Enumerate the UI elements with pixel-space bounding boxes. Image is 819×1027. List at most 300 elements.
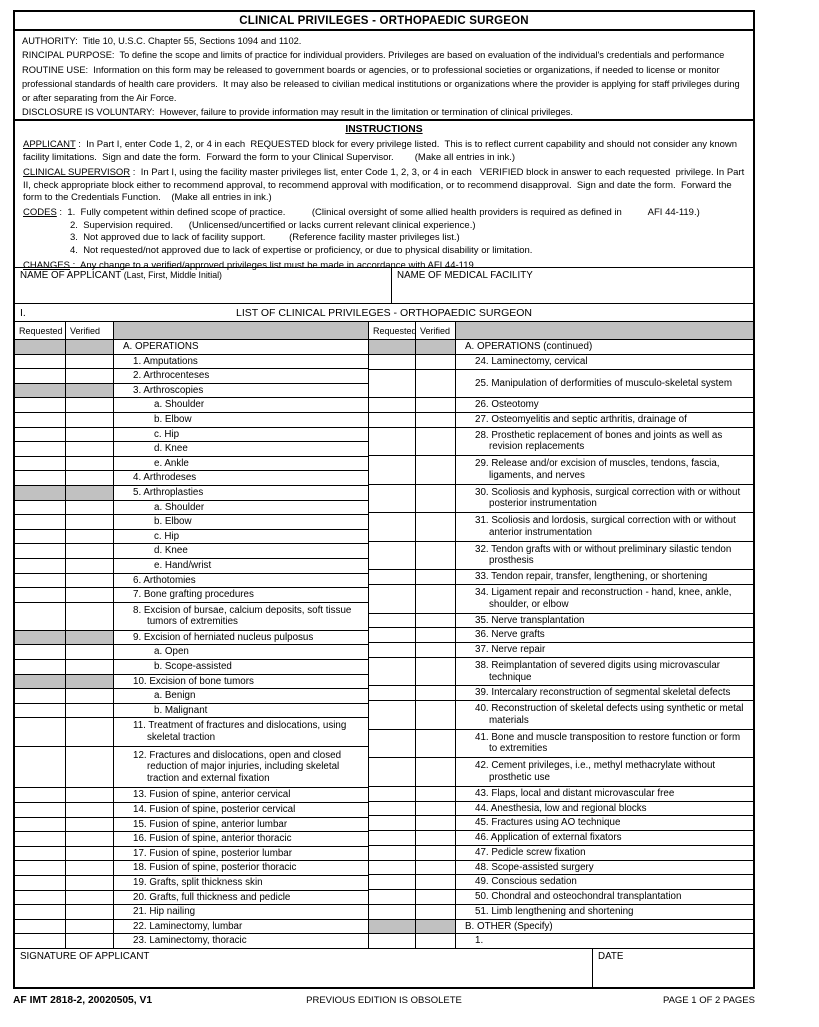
- privilege-label: 40. Reconstruction of skeletal defects using synthetic or metal materials: [475, 703, 744, 726]
- requested-block[interactable]: [15, 428, 66, 442]
- privilege-row: [369, 614, 753, 629]
- privilege-row: [369, 875, 753, 890]
- verified-block[interactable]: [66, 861, 114, 875]
- privilege-row: [369, 428, 753, 457]
- privilege-label: b. Elbow: [154, 516, 192, 528]
- privilege-label: 2. Arthrocenteses: [133, 370, 210, 382]
- requested-block: [15, 340, 66, 354]
- privilege-row: [15, 588, 368, 603]
- requested-block[interactable]: [369, 628, 416, 642]
- privilege-label: 8. Excision of bursae, calcium deposits, soft tissue tumors of extremities: [133, 604, 352, 628]
- header-spacer: [456, 322, 753, 339]
- privilege-row: [15, 457, 368, 472]
- privilege-label: 35. Nerve transplantation: [475, 614, 585, 626]
- privilege-row: [15, 718, 368, 746]
- requested-block[interactable]: [15, 832, 66, 846]
- requested-block[interactable]: [369, 643, 416, 657]
- verified-block[interactable]: [66, 428, 114, 442]
- privilege-row: [15, 803, 368, 818]
- privilege-label: 36. Nerve grafts: [475, 629, 545, 641]
- verified-block[interactable]: [416, 456, 456, 484]
- privilege-row: [369, 730, 753, 759]
- requested-block[interactable]: [15, 530, 66, 544]
- privilege-row: [369, 846, 753, 861]
- part-title: LIST OF CLINICAL PRIVILEGES - ORTHOPAEDIC SURGEON: [235, 306, 532, 319]
- column-headers-right: [369, 322, 753, 339]
- privilege-row: [15, 832, 368, 847]
- privilege-row: [369, 802, 753, 817]
- privilege-label: 11. Treatment of fractures and dislocations, using skeletal traction: [133, 720, 347, 744]
- privilege-row: [369, 485, 753, 514]
- privilege-row: [369, 585, 753, 614]
- requested-block[interactable]: [15, 818, 66, 832]
- privilege-label: 4. Arthrodeses: [133, 472, 197, 484]
- privilege-label: 3. Arthroscopies: [133, 384, 204, 396]
- principal-purpose-statement: RINCIPAL PURPOSE: To define the scope and limits of practice for individual providers. Privileges are based on evaluation of the individual's credentials and performance: [22, 50, 725, 61]
- requested-block: [15, 631, 66, 645]
- privilege-row: [15, 675, 368, 690]
- applicant-instructions: [23, 139, 745, 164]
- privilege-label: 47. Pedicle screw fixation: [475, 846, 586, 858]
- verified-header: Verified: [416, 322, 456, 339]
- verified-block[interactable]: [66, 574, 114, 588]
- requested-block[interactable]: [15, 369, 66, 383]
- page-number: PAGE 1 OF 2 PAGES: [662, 995, 755, 1006]
- verified-block[interactable]: [66, 645, 114, 659]
- privilege-row: [15, 501, 368, 516]
- verified-block[interactable]: [66, 530, 114, 544]
- verified-block[interactable]: [66, 369, 114, 383]
- column-headers: [15, 322, 753, 340]
- privilege-row: [15, 398, 368, 413]
- privilege-row: [15, 442, 368, 457]
- instructions-section: [15, 121, 753, 272]
- privilege-label: 31. Scoliosis and lordosis, surgical correction with or without anterior instrumentation: [475, 515, 736, 538]
- code-4-text: 4. Not requested/not approved due to lack of expertise or proficiency, or due to physical disability or limitation.: [70, 244, 533, 256]
- requested-block[interactable]: [15, 603, 66, 630]
- requested-block[interactable]: [369, 585, 416, 613]
- codes-instructions: [23, 207, 745, 257]
- requested-block[interactable]: [369, 890, 416, 904]
- verified-block[interactable]: [416, 643, 456, 657]
- verified-block[interactable]: [416, 485, 456, 513]
- verified-block: [66, 631, 114, 645]
- privilege-label: e. Ankle: [154, 457, 189, 469]
- verified-block[interactable]: [66, 704, 114, 718]
- privilege-row: [15, 544, 368, 559]
- requested-block[interactable]: [369, 413, 416, 427]
- privilege-label: c. Hip: [154, 530, 180, 542]
- privilege-label: 39. Intercalary reconstruction of segmental skeletal defects: [475, 687, 731, 699]
- verified-block[interactable]: [416, 846, 456, 860]
- privilege-row: [369, 628, 753, 643]
- privilege-label: c. Hip: [154, 428, 180, 440]
- privilege-row: [369, 934, 753, 948]
- privileges-column-right: [369, 340, 753, 948]
- verified-block[interactable]: [66, 818, 114, 832]
- privilege-label: 30. Scoliosis and kyphosis, surgical correction with or without posterior instrumentation: [475, 486, 741, 510]
- privilege-row: [369, 456, 753, 485]
- privilege-row: [369, 787, 753, 802]
- privilege-row: [15, 689, 368, 704]
- privilege-row: [369, 701, 753, 730]
- verified-block[interactable]: [66, 920, 114, 934]
- verified-block[interactable]: [66, 355, 114, 369]
- requested-block[interactable]: [15, 905, 66, 919]
- verified-block[interactable]: [66, 515, 114, 529]
- privilege-label: 10. Excision of bone tumors: [133, 675, 254, 687]
- requested-block[interactable]: [369, 758, 416, 786]
- requested-block[interactable]: [369, 787, 416, 801]
- verified-block[interactable]: [66, 689, 114, 703]
- verified-block[interactable]: [416, 686, 456, 700]
- applicant-instructions-text: : In Part I, enter Code 1, 2, or 4 in each REQUESTED block for every privilege listed. This is to reflect current capability and should not consider any known facility limitations. Sign and date the form. Forward the form to your Clinical Supervisor. (Make all entries in ink.): [23, 139, 740, 163]
- requested-block[interactable]: [15, 457, 66, 471]
- requested-block[interactable]: [15, 398, 66, 412]
- privilege-label: B. OTHER (Specify): [465, 920, 553, 932]
- requested-block[interactable]: [15, 515, 66, 529]
- privilege-row: [15, 631, 368, 646]
- requested-block: [15, 486, 66, 500]
- part-i-header: [15, 304, 753, 322]
- verified-block[interactable]: [416, 628, 456, 642]
- requested-block[interactable]: [369, 802, 416, 816]
- requested-block[interactable]: [15, 861, 66, 875]
- privilege-row: [15, 861, 368, 876]
- privilege-row: [15, 920, 368, 935]
- verified-block[interactable]: [416, 890, 456, 904]
- requested-block[interactable]: [15, 747, 66, 788]
- privilege-label: 5. Arthroplasties: [133, 486, 204, 498]
- privilege-row: [15, 704, 368, 719]
- changes-label: CHANGES: [23, 260, 70, 272]
- privileges-column-left: [15, 340, 369, 948]
- requested-block[interactable]: [15, 544, 66, 558]
- requested-block[interactable]: [15, 645, 66, 659]
- privilege-row: [15, 369, 368, 384]
- privilege-row: [15, 747, 368, 789]
- medical-facility-label: NAME OF MEDICAL FACILITY: [397, 270, 533, 281]
- code-2-text: 2. Supervision required. (Unlicensed/uncertified or lacks current relevant clinical experience.): [70, 219, 476, 231]
- requested-block: [15, 384, 66, 398]
- privilege-row: [369, 890, 753, 905]
- privilege-row: [15, 603, 368, 631]
- verified-block[interactable]: [416, 816, 456, 830]
- verified-block[interactable]: [416, 413, 456, 427]
- verified-block: [66, 675, 114, 689]
- applicant-name-label: NAME OF APPLICANT: [20, 270, 122, 281]
- privilege-row: [369, 905, 753, 920]
- code-1-text: : 1. Fully competent within defined scope of practice. (Clinical oversight of some allied health providers is required as defined in AFI 44-119.): [56, 207, 700, 219]
- codes-label: CODES: [23, 207, 57, 219]
- privilege-label: 41. Bone and muscle transposition to restore function or form to extremities: [475, 731, 741, 755]
- verified-block[interactable]: [416, 658, 456, 686]
- privilege-label: 17. Fusion of spine, posterior lumbar: [133, 847, 293, 859]
- verified-block[interactable]: [66, 891, 114, 905]
- verified-block[interactable]: [416, 831, 456, 845]
- verified-block: [416, 340, 456, 354]
- header-spacer: [114, 322, 368, 339]
- verified-block[interactable]: [66, 718, 114, 745]
- privilege-row: [15, 515, 368, 530]
- privilege-label: 9. Excision of herniated nucleus pulposus: [133, 631, 314, 643]
- privilege-label: 6. Arthotomies: [133, 574, 196, 586]
- requested-header: Requested: [15, 322, 66, 339]
- privilege-label: 21. Hip nailing: [133, 906, 196, 918]
- privilege-row: [369, 861, 753, 876]
- routine-use-statement: ROUTINE USE: Information on this form may be released to government boards or agencies, or to professional societies or organizations, if needed to license or monitor professional standards of health care providers. It may also be released to civilian medical institutions or organizations where the provider is applying for staff privileges during or after separating from the Air Force.: [22, 64, 743, 104]
- verified-block[interactable]: [66, 442, 114, 456]
- verified-block[interactable]: [416, 730, 456, 758]
- privilege-label: 43. Flaps, local and distant microvascular free: [475, 787, 675, 799]
- requested-block[interactable]: [369, 861, 416, 875]
- requested-block[interactable]: [15, 934, 66, 948]
- privilege-label: 23. Laminectomy, thoracic: [133, 935, 247, 947]
- privilege-row: [369, 758, 753, 787]
- disclosure-statement: DISCLOSURE IS VOLUNTARY: However, failure to provide information may result in the limitation or termination of clinical privileges.: [22, 107, 573, 118]
- verified-block[interactable]: [66, 413, 114, 427]
- requested-block[interactable]: [369, 658, 416, 686]
- privilege-row: [369, 340, 753, 355]
- verified-block[interactable]: [66, 457, 114, 471]
- form-footer: [13, 995, 755, 1006]
- requested-block: [369, 340, 416, 354]
- privilege-row: [15, 788, 368, 803]
- verified-block[interactable]: [66, 544, 114, 558]
- requested-block[interactable]: [15, 788, 66, 802]
- privilege-label: 51. Limb lengthening and shortening: [475, 905, 634, 917]
- requested-block[interactable]: [369, 875, 416, 889]
- verified-block[interactable]: [66, 934, 114, 948]
- privilege-row: [15, 340, 368, 355]
- privilege-label: 42. Cement privileges, i.e., methyl methacrylate without prosthetic use: [475, 760, 716, 783]
- privilege-label: 37. Nerve repair: [475, 644, 546, 656]
- name-row: [15, 268, 753, 304]
- verified-block[interactable]: [416, 875, 456, 889]
- privilege-row: [369, 570, 753, 585]
- privilege-label: a. Shoulder: [154, 399, 205, 411]
- requested-block[interactable]: [369, 905, 416, 919]
- verified-block[interactable]: [66, 559, 114, 573]
- edition-note: PREVIOUS EDITION IS OBSOLETE: [306, 995, 462, 1006]
- form-number: AF IMT 2818-2, 20020505, V1: [13, 995, 153, 1006]
- privilege-row: [369, 658, 753, 687]
- requested-block[interactable]: [15, 891, 66, 905]
- requested-block[interactable]: [369, 730, 416, 758]
- verified-block[interactable]: [416, 787, 456, 801]
- verified-block[interactable]: [416, 701, 456, 729]
- privilege-label: 48. Scope-assisted surgery: [475, 861, 594, 873]
- privilege-label: 15. Fusion of spine, anterior lumbar: [133, 818, 288, 830]
- privilege-row: [369, 355, 753, 370]
- part-number: I.: [20, 306, 26, 319]
- privilege-label: b. Elbow: [154, 413, 192, 425]
- requested-block[interactable]: [15, 847, 66, 861]
- verified-block[interactable]: [416, 802, 456, 816]
- requested-block[interactable]: [369, 614, 416, 628]
- requested-block[interactable]: [15, 718, 66, 745]
- privilege-row: [15, 428, 368, 443]
- privilege-row: [15, 645, 368, 660]
- medical-facility-field[interactable]: [392, 268, 753, 303]
- privilege-label: b. Malignant: [154, 704, 208, 716]
- privilege-row: [15, 574, 368, 589]
- verified-block[interactable]: [66, 501, 114, 515]
- privilege-label: d. Knee: [154, 443, 188, 455]
- requested-block[interactable]: [369, 428, 416, 456]
- changes-text: : Any change to a verified/approved privileges list must be made in accordance with AFI 44-119.: [69, 260, 477, 272]
- verified-block[interactable]: [66, 398, 114, 412]
- applicant-name-sublabel: (Last, First, Middle Initial): [121, 270, 222, 280]
- verified-block[interactable]: [66, 876, 114, 890]
- privilege-label: 27. Osteomyelitis and septic arthritis, drainage of: [475, 413, 687, 425]
- applicant-name-field[interactable]: [15, 268, 392, 303]
- requested-block[interactable]: [369, 513, 416, 541]
- privilege-row: [369, 831, 753, 846]
- verified-block[interactable]: [416, 428, 456, 456]
- signature-label: SIGNATURE OF APPLICANT: [20, 951, 150, 962]
- requested-block[interactable]: [369, 934, 416, 948]
- privacy-act-statement: [15, 31, 753, 121]
- verified-block[interactable]: [416, 758, 456, 786]
- requested-block[interactable]: [15, 413, 66, 427]
- privilege-label: 28. Prosthetic replacement of bones and joints as well as revision replacements: [475, 429, 723, 453]
- requested-block[interactable]: [15, 471, 66, 485]
- requested-block: [369, 920, 416, 934]
- requested-block[interactable]: [15, 355, 66, 369]
- requested-block[interactable]: [369, 398, 416, 412]
- requested-block[interactable]: [369, 816, 416, 830]
- verified-block: [66, 384, 114, 398]
- privilege-row: [15, 876, 368, 891]
- privilege-label: 49. Conscious sedation: [475, 876, 577, 888]
- privilege-label: 18. Fusion of spine, posterior thoracic: [133, 862, 297, 874]
- requested-block[interactable]: [15, 574, 66, 588]
- supervisor-instructions-label: CLINICAL SUPERVISOR: [23, 167, 131, 179]
- verified-block[interactable]: [416, 398, 456, 412]
- privilege-label: 13. Fusion of spine, anterior cervical: [133, 789, 291, 801]
- privilege-row: [369, 513, 753, 542]
- requested-block[interactable]: [369, 570, 416, 584]
- privilege-label: a. Open: [154, 646, 189, 658]
- verified-block: [66, 340, 114, 354]
- requested-block: [15, 675, 66, 689]
- privilege-label: 16. Fusion of spine, anterior thoracic: [133, 833, 292, 845]
- requested-block[interactable]: [15, 660, 66, 674]
- requested-block[interactable]: [15, 704, 66, 718]
- requested-block[interactable]: [369, 485, 416, 513]
- privilege-label: 46. Application of external fixators: [475, 832, 622, 844]
- applicant-instructions-label: APPLICANT: [23, 139, 76, 151]
- privilege-row: [15, 891, 368, 906]
- privilege-label: 25. Manipulation of derformities of musculo-skeletal system: [475, 377, 733, 389]
- requested-block[interactable]: [369, 542, 416, 570]
- date-field[interactable]: [593, 949, 753, 987]
- privilege-row: [15, 559, 368, 574]
- privilege-label: d. Knee: [154, 545, 188, 557]
- verified-block[interactable]: [416, 542, 456, 570]
- verified-block[interactable]: [416, 585, 456, 613]
- verified-block[interactable]: [66, 847, 114, 861]
- privilege-row: [15, 847, 368, 862]
- verified-block[interactable]: [66, 832, 114, 846]
- privilege-row: [369, 398, 753, 413]
- requested-block[interactable]: [369, 456, 416, 484]
- privilege-row: [15, 660, 368, 675]
- verified-block[interactable]: [66, 747, 114, 788]
- requested-block[interactable]: [369, 846, 416, 860]
- requested-block[interactable]: [15, 920, 66, 934]
- clinical-privileges-form: [13, 10, 755, 989]
- verified-block[interactable]: [416, 355, 456, 369]
- privilege-label: 45. Fractures using AO technique: [475, 817, 621, 829]
- requested-block[interactable]: [15, 689, 66, 703]
- requested-block[interactable]: [369, 686, 416, 700]
- requested-block[interactable]: [369, 355, 416, 369]
- privilege-row: [15, 384, 368, 399]
- verified-block[interactable]: [66, 660, 114, 674]
- verified-block[interactable]: [66, 603, 114, 630]
- privilege-row: [15, 471, 368, 486]
- privilege-label: 1. Amputations: [133, 355, 198, 367]
- verified-block[interactable]: [66, 471, 114, 485]
- verified-block: [416, 920, 456, 934]
- authority-statement: AUTHORITY: Title 10, U.S.C. Chapter 55, Sections 1094 and 1102.: [22, 36, 302, 46]
- privilege-label: b. Scope-assisted: [154, 661, 232, 673]
- verified-block[interactable]: [416, 934, 456, 948]
- verified-block[interactable]: [66, 788, 114, 802]
- privilege-row: [369, 643, 753, 658]
- form-title: [15, 12, 753, 31]
- privilege-label: 24. Laminectomy, cervical: [475, 355, 588, 367]
- requested-block[interactable]: [369, 370, 416, 398]
- requested-block[interactable]: [15, 876, 66, 890]
- verified-block[interactable]: [416, 614, 456, 628]
- requested-block[interactable]: [15, 588, 66, 602]
- verified-block[interactable]: [416, 513, 456, 541]
- privilege-label: 20. Grafts, full thickness and pedicle: [133, 891, 291, 903]
- privilege-label: 38. Reimplantation of severed digits using microvascular technique: [475, 660, 721, 683]
- requested-block[interactable]: [15, 559, 66, 573]
- requested-block[interactable]: [15, 803, 66, 817]
- privilege-label: 26. Osteotomy: [475, 399, 539, 411]
- privilege-row: [15, 905, 368, 920]
- privilege-row: [15, 934, 368, 948]
- requested-block[interactable]: [15, 501, 66, 515]
- requested-block[interactable]: [369, 831, 416, 845]
- verified-block[interactable]: [416, 570, 456, 584]
- requested-header: Requested: [369, 322, 416, 339]
- verified-block[interactable]: [66, 803, 114, 817]
- signature-field[interactable]: [15, 949, 593, 987]
- verified-block[interactable]: [66, 905, 114, 919]
- verified-header: Verified: [66, 322, 114, 339]
- privilege-row: [369, 370, 753, 399]
- verified-block[interactable]: [416, 905, 456, 919]
- verified-block[interactable]: [416, 861, 456, 875]
- privilege-label: a. Benign: [154, 690, 196, 702]
- signature-row: [15, 949, 753, 987]
- privilege-label: 32. Tendon grafts with or without preliminary silastic tendon prosthesis: [475, 543, 732, 567]
- privilege-label: 22. Laminectomy, lumbar: [133, 920, 243, 932]
- verified-block[interactable]: [66, 588, 114, 602]
- privilege-row: [369, 413, 753, 428]
- verified-block[interactable]: [416, 370, 456, 398]
- privilege-row: [15, 486, 368, 501]
- requested-block[interactable]: [15, 442, 66, 456]
- privilege-label: 29. Release and/or excision of muscles, tendons, fascia, ligaments, and nerves: [475, 458, 720, 481]
- requested-block[interactable]: [369, 701, 416, 729]
